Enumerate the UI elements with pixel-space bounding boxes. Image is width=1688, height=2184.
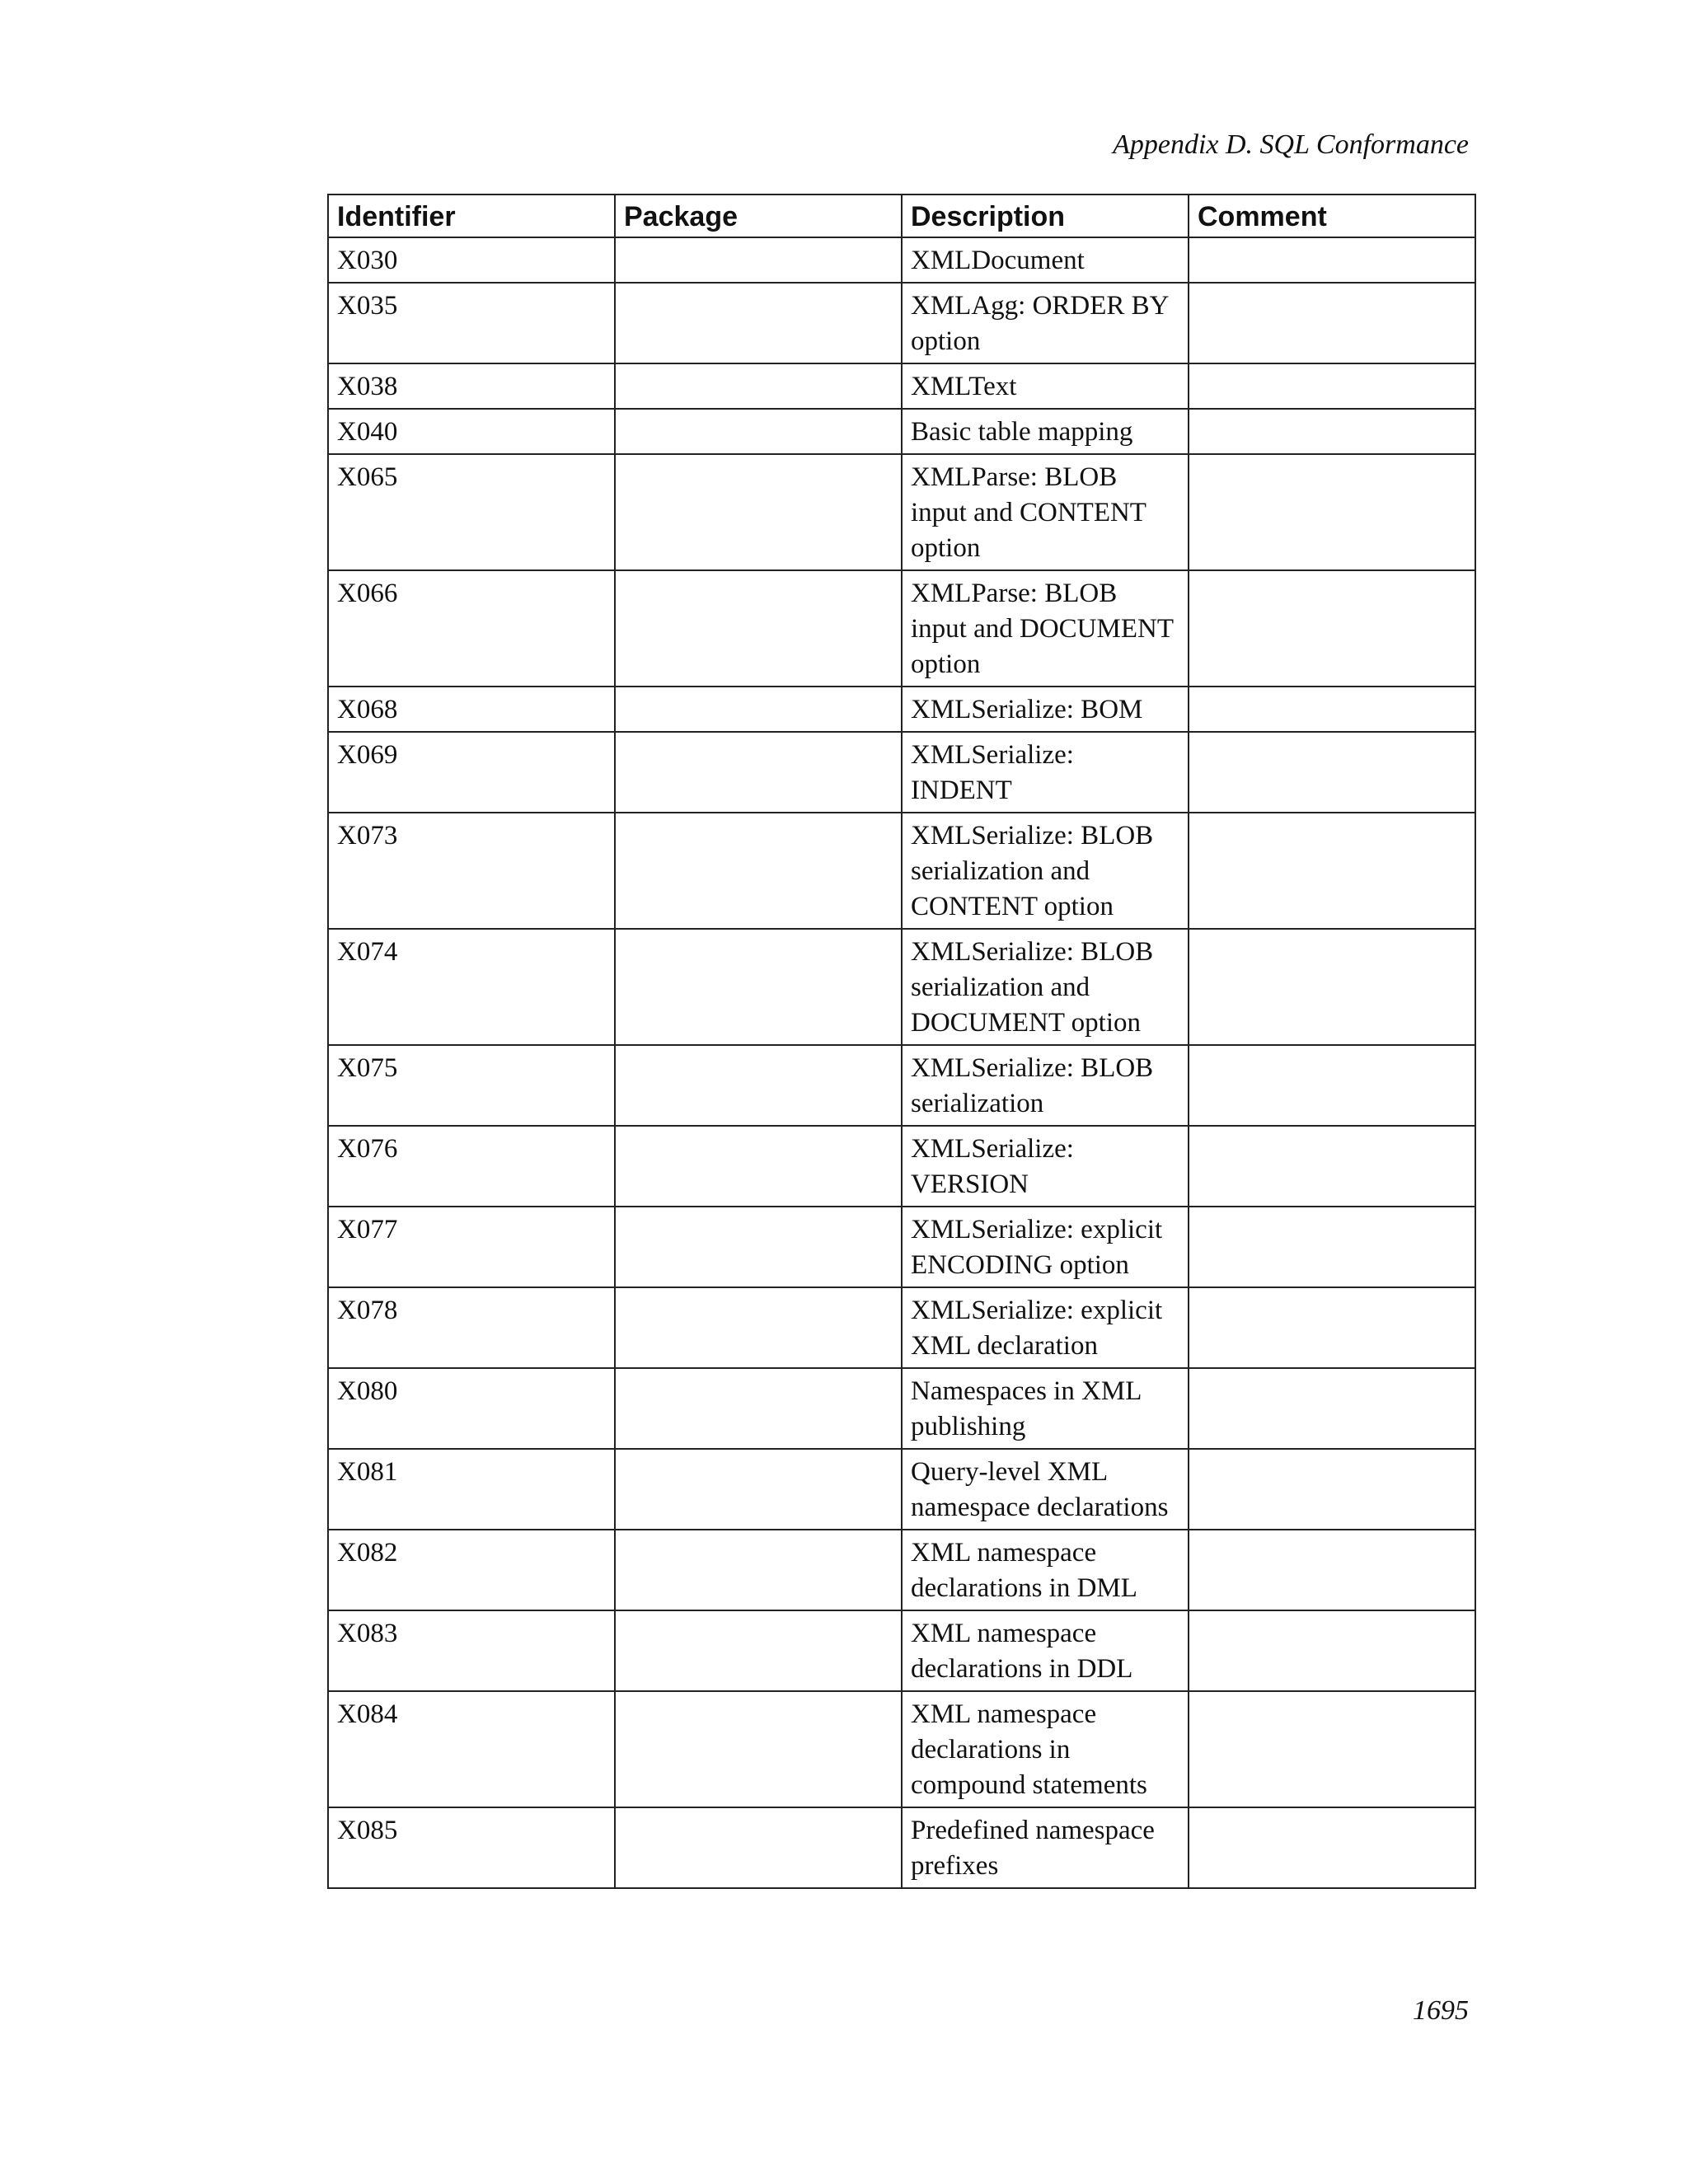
table-header-row <box>328 194 1475 237</box>
table-row <box>328 363 1475 409</box>
cell-comment <box>1189 1207 1475 1287</box>
page-number: 1695 <box>1413 1995 1469 2026</box>
cell-package <box>615 1126 902 1207</box>
cell-identifier: X073 <box>328 813 615 929</box>
cell-identifier: X078 <box>328 1287 615 1368</box>
table-row <box>328 409 1475 454</box>
table-row <box>328 1530 1475 1610</box>
cell-identifier: X077 <box>328 1207 615 1287</box>
cell-identifier: X081 <box>328 1449 615 1530</box>
table-row <box>328 1449 1475 1530</box>
table-row <box>328 454 1475 570</box>
cell-package <box>615 1287 902 1368</box>
cell-package <box>615 732 902 813</box>
column-header-description: Description <box>902 194 1189 237</box>
cell-comment <box>1189 687 1475 732</box>
cell-package <box>615 1207 902 1287</box>
table-row <box>328 1287 1475 1368</box>
conformance-table <box>327 194 1476 1889</box>
cell-description: XMLSerialize: INDENT <box>902 732 1189 813</box>
table-row <box>328 1126 1475 1207</box>
cell-description: XML namespace declarations in DML <box>902 1530 1189 1610</box>
cell-comment <box>1189 1126 1475 1207</box>
table-row <box>328 283 1475 363</box>
cell-description: Basic table mapping <box>902 409 1189 454</box>
running-header: Appendix D. SQL Conformance <box>1113 129 1469 160</box>
cell-description: Namespaces in XML publishing <box>902 1368 1189 1449</box>
cell-package <box>615 1045 902 1126</box>
cell-comment <box>1189 570 1475 687</box>
table-row <box>328 570 1475 687</box>
table-row <box>328 1610 1475 1691</box>
cell-package <box>615 1368 902 1449</box>
conformance-table-container <box>327 194 1475 1889</box>
cell-description: XMLSerialize: BLOB serialization and CONTENT option <box>902 813 1189 929</box>
table-row <box>328 1207 1475 1287</box>
cell-comment <box>1189 813 1475 929</box>
cell-comment <box>1189 1610 1475 1691</box>
cell-identifier: X065 <box>328 454 615 570</box>
column-header-package: Package <box>615 194 902 237</box>
cell-package <box>615 687 902 732</box>
cell-comment <box>1189 1368 1475 1449</box>
cell-identifier: X076 <box>328 1126 615 1207</box>
column-header-identifier: Identifier <box>328 194 615 237</box>
cell-comment <box>1189 1045 1475 1126</box>
cell-description: XMLSerialize: BOM <box>902 687 1189 732</box>
cell-package <box>615 454 902 570</box>
cell-description: XMLParse: BLOB input and DOCUMENT option <box>902 570 1189 687</box>
table-row <box>328 1368 1475 1449</box>
cell-comment <box>1189 1691 1475 1807</box>
cell-description: XMLAgg: ORDER BY option <box>902 283 1189 363</box>
cell-identifier: X080 <box>328 1368 615 1449</box>
cell-comment <box>1189 454 1475 570</box>
cell-description: XMLSerialize: VERSION <box>902 1126 1189 1207</box>
cell-package <box>615 1807 902 1888</box>
cell-identifier: X074 <box>328 929 615 1045</box>
cell-package <box>615 237 902 283</box>
cell-package <box>615 283 902 363</box>
cell-identifier: X066 <box>328 570 615 687</box>
table-row <box>328 1691 1475 1807</box>
cell-identifier: X068 <box>328 687 615 732</box>
cell-package <box>615 1530 902 1610</box>
cell-description: XMLText <box>902 363 1189 409</box>
cell-description: XML namespace declarations in compound statements <box>902 1691 1189 1807</box>
cell-package <box>615 570 902 687</box>
cell-identifier: X030 <box>328 237 615 283</box>
cell-identifier: X038 <box>328 363 615 409</box>
cell-comment <box>1189 237 1475 283</box>
cell-comment <box>1189 1530 1475 1610</box>
cell-package <box>615 363 902 409</box>
table-row <box>328 1045 1475 1126</box>
table-row <box>328 813 1475 929</box>
cell-description: Query-level XML namespace declarations <box>902 1449 1189 1530</box>
cell-identifier: X082 <box>328 1530 615 1610</box>
column-header-comment: Comment <box>1189 194 1475 237</box>
cell-description: XMLSerialize: explicit XML declaration <box>902 1287 1189 1368</box>
cell-comment <box>1189 1449 1475 1530</box>
cell-comment <box>1189 363 1475 409</box>
cell-comment <box>1189 1807 1475 1888</box>
cell-package <box>615 409 902 454</box>
cell-comment <box>1189 929 1475 1045</box>
cell-identifier: X085 <box>328 1807 615 1888</box>
cell-description: XMLSerialize: BLOB serialization and DOCUMENT option <box>902 929 1189 1045</box>
cell-identifier: X035 <box>328 283 615 363</box>
table-row <box>328 1807 1475 1888</box>
table-row <box>328 237 1475 283</box>
cell-package <box>615 929 902 1045</box>
cell-identifier: X084 <box>328 1691 615 1807</box>
cell-description: Predefined namespace prefixes <box>902 1807 1189 1888</box>
cell-description: XMLSerialize: BLOB serialization <box>902 1045 1189 1126</box>
cell-identifier: X069 <box>328 732 615 813</box>
cell-package <box>615 813 902 929</box>
cell-comment <box>1189 732 1475 813</box>
cell-identifier: X075 <box>328 1045 615 1126</box>
cell-comment <box>1189 283 1475 363</box>
cell-package <box>615 1691 902 1807</box>
cell-description: XMLDocument <box>902 237 1189 283</box>
cell-package <box>615 1610 902 1691</box>
table-row <box>328 687 1475 732</box>
table-row <box>328 929 1475 1045</box>
table-body <box>328 237 1475 1888</box>
cell-package <box>615 1449 902 1530</box>
cell-identifier: X040 <box>328 409 615 454</box>
table-row <box>328 732 1475 813</box>
cell-identifier: X083 <box>328 1610 615 1691</box>
cell-description: XML namespace declarations in DDL <box>902 1610 1189 1691</box>
cell-description: XMLParse: BLOB input and CONTENT option <box>902 454 1189 570</box>
cell-comment <box>1189 1287 1475 1368</box>
cell-comment <box>1189 409 1475 454</box>
cell-description: XMLSerialize: explicit ENCODING option <box>902 1207 1189 1287</box>
